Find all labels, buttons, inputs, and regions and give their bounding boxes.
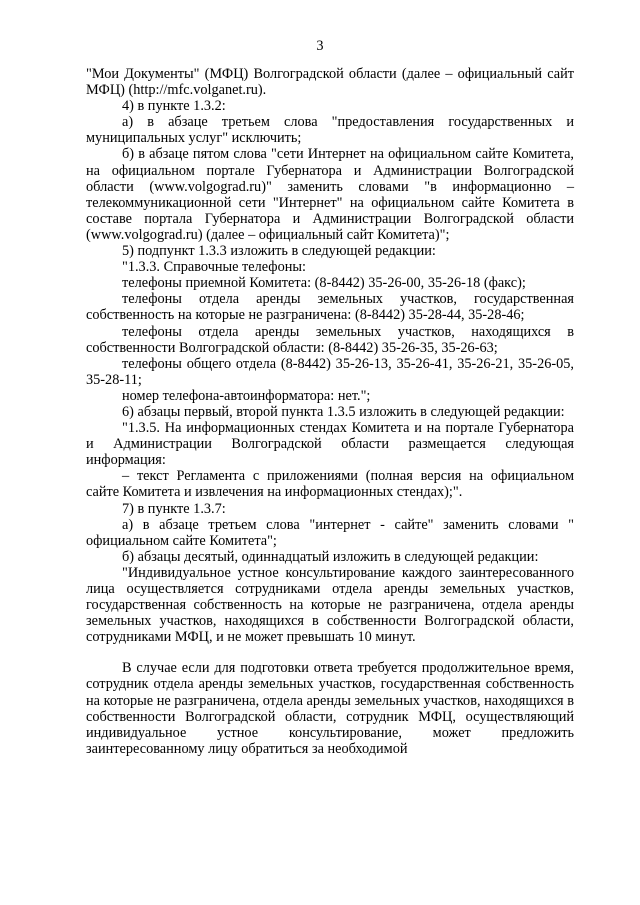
paragraph: телефоны отдела аренды земельных участков, государственная собственность на которые не разграничена: (8-8442) 35-28-44, 35-28-46; [86, 291, 574, 324]
paragraph: а) в абзаце третьем слова "интернет - сайте" заменить словами " официальном сайте Комитета"; [86, 516, 574, 549]
paragraph: "1.3.3. Справочные телефоны: [122, 259, 306, 276]
paragraph: 4) в пункте 1.3.2: [122, 98, 226, 115]
paragraph: "1.3.5. На информационных стендах Комитета и на портале Губернатора и Администрации Волгоградской области размещается следующая информация: [86, 420, 574, 469]
paragraph: номер телефона-автоинформатора: нет."; [122, 387, 371, 404]
paragraph: б) в абзаце пятом слова "сети Интернет на официальном сайте Комитета, на официальном портале Губернатора и Администрации Волгоградской области (www.volgograd.ru)" заменить словами "в информационно – телекоммуникационной сети "Интернет" на официальном сайте Комитета в составе портала Губернатора и Администрации Волгоградской области (www.volgograd.ru) (далее – официальный сайт Комитета)"; [86, 146, 574, 243]
paragraph: "Индивидуальное устное консультирование каждого заинтересованного лица осуществляется сотрудниками отдела аренды земельных участков, государственная собственность на которые не разграничена, отдела аренды земельных участков, находящихся в собственности Волгоградской области, сотрудниками МФЦ, и не может превышать 10 минут. [86, 564, 574, 646]
paragraph: 5) подпункт 1.3.3 изложить в следующей редакции: [122, 243, 436, 260]
document-body [86, 66, 574, 757]
paragraph: В случае если для подготовки ответа требуется продолжительное время, сотрудник отдела аренды земельных участков, государственная собственность на которые не разграничена, отдела аренды земельных участков, находящихся в собственности Волгоградской области, сотрудник МФЦ, осуществляющий индивидуальное устное консультирование, может предложить заинтересованному лицу обратиться за необходимой [86, 660, 574, 757]
paragraph: 6) абзацы первый, второй пункта 1.3.5 изложить в следующей редакции: [122, 403, 565, 420]
paragraph: "Мои Документы" (МФЦ) Волгоградской области (далее – официальный сайт МФЦ) (http://mfc.volganet.ru). [86, 66, 574, 99]
page-number: 3 [316, 38, 324, 54]
paragraph: 7) в пункте 1.3.7: [122, 500, 226, 517]
paragraph: телефоны отдела аренды земельных участков, находящихся в собственности Волгоградской области: (8-8442) 35-26-35, 35-26-63; [86, 323, 574, 356]
paragraph: – текст Регламента с приложениями (полная версия на официальном сайте Комитета и извлечения на информационных стендах);". [86, 468, 574, 501]
paragraph: а) в абзаце третьем слова "предоставления государственных и муниципальных услуг" исключить; [86, 114, 574, 147]
paragraph: б) абзацы десятый, одиннадцатый изложить в следующей редакции: [122, 548, 539, 565]
paragraph: телефоны приемной Комитета: (8-8442) 35-26-00, 35-26-18 (факс); [122, 275, 526, 292]
paragraph: телефоны общего отдела (8-8442) 35-26-13, 35-26-41, 35-26-21, 35-26-05, 35-28-11; [86, 355, 574, 388]
